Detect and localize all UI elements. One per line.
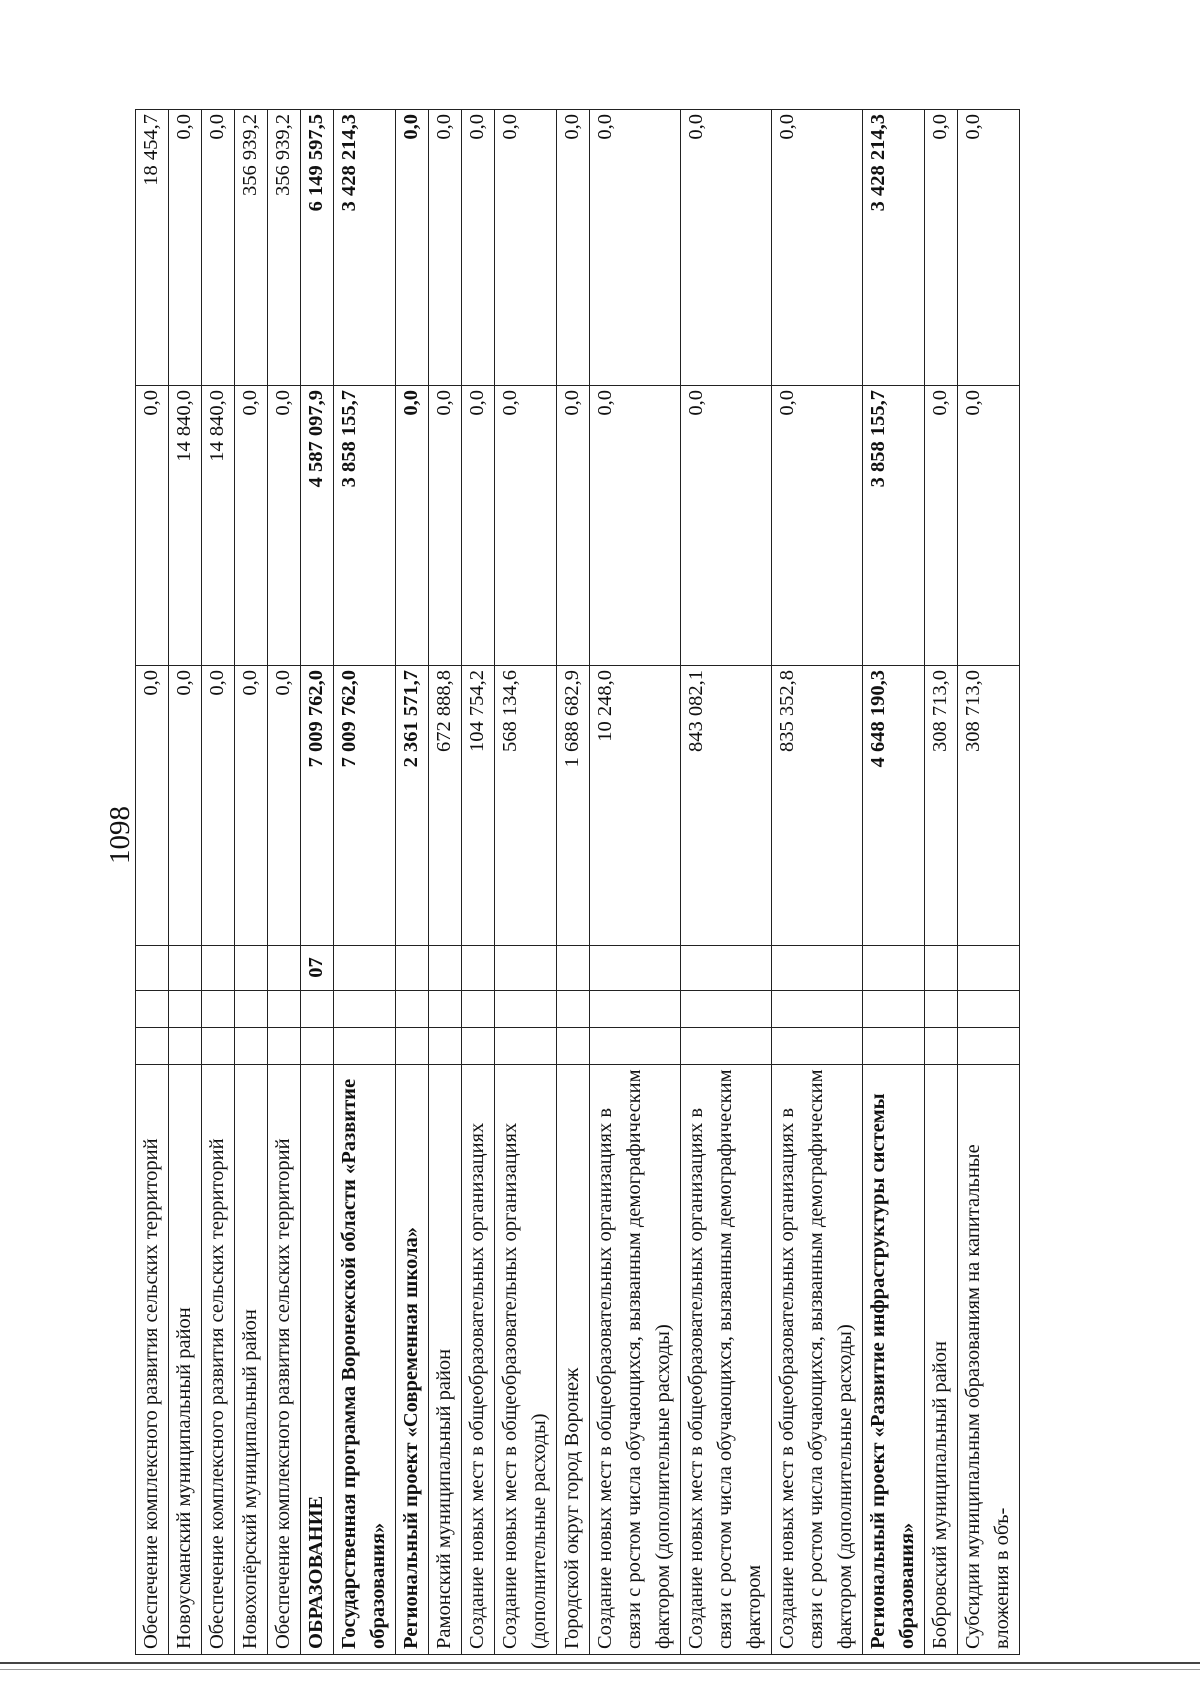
row-value-2024-cell: 0,0 [495,386,557,666]
scan-edge-line-secondary [0,1669,1200,1670]
table-row [202,110,235,1655]
row-subsection-cell [202,991,235,1028]
row-value-2023-cell: 0,0 [235,666,268,946]
row-value-2025-cell: 0,0 [681,110,772,386]
row-name-cell: Создание новых мест в общеобразовательных организациях в связи с ростом числа обучающихся, вызванным демографическим фактором (дополнительные расходы) [590,1065,681,1655]
row-section-cell [495,1028,557,1065]
row-value-2024-cell: 0,0 [772,386,863,666]
table-row [863,110,925,1655]
row-subsection-cell [495,991,557,1028]
row-name-cell: Региональный проект «Развитие инфраструктуры системы образования» [863,1065,925,1655]
row-name-cell: Региональный проект «Современная школа» [396,1065,429,1655]
row-value-2025-cell: 356 939,2 [268,110,301,386]
row-value-2023-cell: 308 713,0 [925,666,958,946]
row-value-2023-cell: 1 688 682,9 [557,666,590,946]
row-value-2024-cell: 0,0 [590,386,681,666]
row-subsection-cell [268,991,301,1028]
row-name-cell: Создание новых мест в общеобразовательных организациях в связи с ростом числа обучающихся, вызванным демографическим фактором [681,1065,772,1655]
row-value-2023-cell: 0,0 [202,666,235,946]
row-code-cell [557,946,590,991]
row-subsection-cell [429,991,462,1028]
table-row [495,110,557,1655]
row-code-cell [925,946,958,991]
row-value-2023-cell: 0,0 [268,666,301,946]
row-code-cell [863,946,925,991]
table-row [396,110,429,1655]
row-value-2023-cell: 835 352,8 [772,666,863,946]
row-code-cell [590,946,681,991]
row-subsection-cell [772,991,863,1028]
row-section-cell [429,1028,462,1065]
row-section-cell [301,1028,334,1065]
table-row [925,110,958,1655]
row-name-cell: Новохопёрский муниципальный район [235,1065,268,1655]
row-section-cell [925,1028,958,1065]
row-code-cell [334,946,396,991]
row-section-cell [681,1028,772,1065]
row-section-cell [772,1028,863,1065]
row-value-2024-cell: 0,0 [429,386,462,666]
row-code-cell [429,946,462,991]
row-section-cell [557,1028,590,1065]
row-value-2024-cell: 4 587 097,9 [301,386,334,666]
row-subsection-cell [235,991,268,1028]
table-row [136,110,169,1655]
row-value-2023-cell: 0,0 [136,666,169,946]
row-subsection-cell [396,991,429,1028]
row-value-2023-cell: 4 648 190,3 [863,666,925,946]
row-name-cell: ОБРАЗОВАНИЕ [301,1065,334,1655]
row-section-cell [396,1028,429,1065]
table-row [169,110,202,1655]
row-name-cell: Обеспечение комплексного развития сельских территорий [202,1065,235,1655]
row-section-cell [462,1028,495,1065]
scan-edge-line [0,1662,1200,1664]
table-row [429,110,462,1655]
row-name-cell: Рамонский муниципальный район [429,1065,462,1655]
row-value-2025-cell: 0,0 [495,110,557,386]
row-value-2024-cell: 14 840,0 [202,386,235,666]
row-section-cell [590,1028,681,1065]
row-name-cell: Государственная программа Воронежской области «Развитие образования» [334,1065,396,1655]
row-code-cell [958,946,1020,991]
table-row [334,110,396,1655]
row-value-2025-cell: 0,0 [396,110,429,386]
row-value-2025-cell: 0,0 [590,110,681,386]
row-section-cell [136,1028,169,1065]
row-code-cell [495,946,557,991]
row-value-2025-cell: 0,0 [169,110,202,386]
table-row [301,110,334,1655]
row-value-2025-cell: 0,0 [202,110,235,386]
row-subsection-cell [681,991,772,1028]
row-name-cell: Субсидии муниципальным образованиям на капитальные вложения в объ- [958,1065,1020,1655]
row-subsection-cell [925,991,958,1028]
row-name-cell: Создание новых мест в общеобразовательных организациях в связи с ростом числа обучающихся, вызванным демографическим фактором (дополнительные расходы) [772,1065,863,1655]
row-value-2024-cell: 0,0 [557,386,590,666]
row-value-2025-cell: 0,0 [772,110,863,386]
row-value-2023-cell: 10 248,0 [590,666,681,946]
row-code-cell [681,946,772,991]
row-value-2024-cell: 0,0 [235,386,268,666]
row-subsection-cell [136,991,169,1028]
row-subsection-cell [590,991,681,1028]
row-value-2024-cell: 0,0 [268,386,301,666]
row-code-cell [396,946,429,991]
table-body [136,110,1020,1655]
row-value-2024-cell: 0,0 [136,386,169,666]
row-code-cell [202,946,235,991]
row-value-2023-cell: 7 009 762,0 [301,666,334,946]
row-name-cell: Создание новых мест в общеобразовательных организациях [462,1065,495,1655]
row-value-2023-cell: 672 888,8 [429,666,462,946]
row-value-2025-cell: 3 428 214,3 [863,110,925,386]
budget-table [135,109,1020,1655]
row-value-2024-cell: 14 840,0 [169,386,202,666]
row-subsection-cell [557,991,590,1028]
budget-table-sheet [135,110,1055,1655]
row-code-cell [136,946,169,991]
row-name-cell: Новоусманский муниципальный район [169,1065,202,1655]
row-value-2025-cell: 0,0 [429,110,462,386]
table-row [235,110,268,1655]
row-section-cell [268,1028,301,1065]
row-value-2024-cell: 0,0 [925,386,958,666]
row-value-2024-cell: 0,0 [958,386,1020,666]
row-value-2024-cell: 0,0 [462,386,495,666]
row-value-2023-cell: 2 361 571,7 [396,666,429,946]
row-section-cell [235,1028,268,1065]
row-name-cell: Обеспечение комплексного развития сельских территорий [136,1065,169,1655]
table-row [772,110,863,1655]
row-value-2025-cell: 0,0 [462,110,495,386]
row-subsection-cell [863,991,925,1028]
row-name-cell: Создание новых мест в общеобразовательных организациях (дополнительные расходы) [495,1065,557,1655]
row-value-2023-cell: 7 009 762,0 [334,666,396,946]
page-number: 1098 [104,806,136,864]
row-code-cell [772,946,863,991]
row-value-2023-cell: 104 754,2 [462,666,495,946]
row-subsection-cell [334,991,396,1028]
row-value-2025-cell: 6 149 597,5 [301,110,334,386]
row-value-2024-cell: 0,0 [681,386,772,666]
row-name-cell: Городской округ город Воронеж [557,1065,590,1655]
row-subsection-cell [169,991,202,1028]
row-value-2023-cell: 308 713,0 [958,666,1020,946]
row-value-2025-cell: 0,0 [557,110,590,386]
row-section-cell [958,1028,1020,1065]
table-row [557,110,590,1655]
row-code-cell: 07 [301,946,334,991]
row-value-2024-cell: 3 858 155,7 [863,386,925,666]
table-row [590,110,681,1655]
table-row [681,110,772,1655]
row-value-2025-cell: 0,0 [925,110,958,386]
row-section-cell [202,1028,235,1065]
table-row [268,110,301,1655]
row-value-2025-cell: 18 454,7 [136,110,169,386]
row-section-cell [863,1028,925,1065]
table-row [958,110,1020,1655]
row-value-2025-cell: 356 939,2 [235,110,268,386]
row-section-cell [334,1028,396,1065]
row-value-2025-cell: 0,0 [958,110,1020,386]
row-code-cell [268,946,301,991]
row-name-cell: Бобровский муниципальный район [925,1065,958,1655]
row-section-cell [169,1028,202,1065]
row-code-cell [462,946,495,991]
row-value-2025-cell: 3 428 214,3 [334,110,396,386]
row-name-cell: Обеспечение комплексного развития сельских территорий [268,1065,301,1655]
row-subsection-cell [958,991,1020,1028]
row-code-cell [235,946,268,991]
row-code-cell [169,946,202,991]
row-subsection-cell [301,991,334,1028]
row-value-2024-cell: 3 858 155,7 [334,386,396,666]
table-row [462,110,495,1655]
row-value-2024-cell: 0,0 [396,386,429,666]
row-value-2023-cell: 843 082,1 [681,666,772,946]
row-value-2023-cell: 0,0 [169,666,202,946]
row-value-2023-cell: 568 134,6 [495,666,557,946]
row-subsection-cell [462,991,495,1028]
